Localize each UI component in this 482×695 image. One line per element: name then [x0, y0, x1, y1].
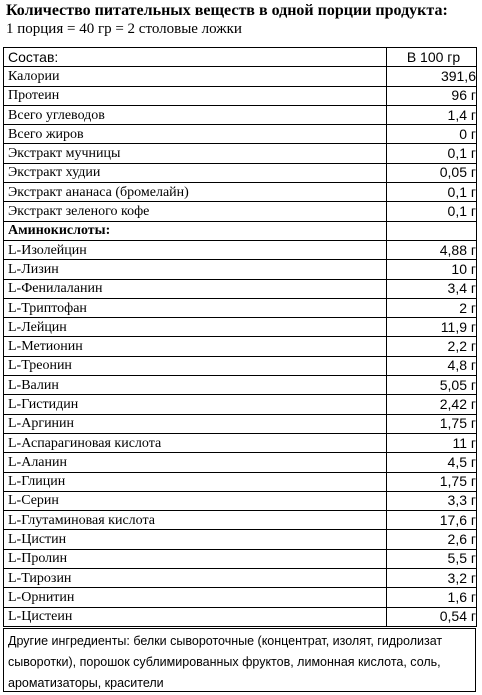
amino-acids-section-row — [4, 221, 477, 240]
nutrition-table-body — [4, 48, 477, 627]
ingredient-value: 17,6 г — [387, 511, 477, 530]
table-row — [4, 530, 477, 549]
ingredient-value: 5,5 г — [387, 549, 477, 568]
table-row — [4, 511, 477, 530]
other-ingredients: Другие ингредиенты: белки сывороточные (концентрат, изолят, гидролизат сыворотки), порошок сублимированных фруктов, лимонная кислота, соль, ароматизаторы, красители — [3, 628, 476, 692]
ingredient-name: L-Треонин — [4, 356, 387, 375]
ingredient-name: Всего углеводов — [4, 105, 387, 124]
ingredient-name: L-Валин — [4, 376, 387, 395]
table-row — [4, 163, 477, 182]
ingredient-name: L-Гистидин — [4, 395, 387, 414]
table-row — [4, 260, 477, 279]
ingredient-name: L-Серин — [4, 491, 387, 510]
ingredient-value: 0 г — [387, 125, 477, 144]
ingredient-name: Всего жиров — [4, 125, 387, 144]
ingredient-name: L-Цистин — [4, 530, 387, 549]
table-row — [4, 607, 477, 626]
ingredient-name: L-Цистеин — [4, 607, 387, 626]
ingredient-value: 2,42 г — [387, 395, 477, 414]
ingredient-value: 2,2 г — [387, 337, 477, 356]
per-100g-header: В 100 гр — [387, 48, 477, 67]
ingredient-value: 4,88 г — [387, 240, 477, 259]
ingredient-value: 1,75 г — [387, 414, 477, 433]
table-row — [4, 298, 477, 317]
table-row — [4, 125, 477, 144]
ingredient-name: L-Изолейцин — [4, 240, 387, 259]
serving-size: 1 порция = 40 гр = 2 столовые ложки — [6, 21, 242, 37]
ingredient-value: 96 г — [387, 86, 477, 105]
table-row — [4, 183, 477, 202]
ingredient-name: L-Глутаминовая кислота — [4, 511, 387, 530]
table-row — [4, 414, 477, 433]
ingredient-name: L-Пролин — [4, 549, 387, 568]
ingredient-name: L-Лизин — [4, 260, 387, 279]
table-header-row — [4, 48, 477, 67]
ingredient-name: L-Триптофан — [4, 298, 387, 317]
ingredient-name: Экстракт худии — [4, 163, 387, 182]
document-title: Количество питательных веществ в одной порции продукта: — [6, 2, 448, 19]
empty-cell — [387, 221, 477, 240]
table-row — [4, 549, 477, 568]
ingredient-name: Протеин — [4, 86, 387, 105]
ingredient-name: Экстракт зеленого кофе — [4, 202, 387, 221]
ingredient-name: Экстракт мучницы — [4, 144, 387, 163]
table-row — [4, 279, 477, 298]
table-row — [4, 433, 477, 452]
ingredient-value: 1,6 г — [387, 588, 477, 607]
table-row — [4, 376, 477, 395]
ingredient-value: 2 г — [387, 298, 477, 317]
ingredient-name: L-Орнитин — [4, 588, 387, 607]
table-row — [4, 491, 477, 510]
table-row — [4, 202, 477, 221]
amino-acids-header: Аминокислоты: — [4, 221, 387, 240]
table-row — [4, 588, 477, 607]
ingredient-name: Калории — [4, 67, 387, 86]
composition-header: Состав: — [4, 48, 387, 67]
ingredient-name: L-Глицин — [4, 472, 387, 491]
ingredient-name: L-Тирозин — [4, 569, 387, 588]
table-row — [4, 144, 477, 163]
table-row — [4, 356, 477, 375]
table-row — [4, 86, 477, 105]
ingredient-value: 4,5 г — [387, 453, 477, 472]
ingredient-value: 5,05 г — [387, 376, 477, 395]
ingredient-name: L-Метионин — [4, 337, 387, 356]
nutrition-table — [3, 47, 477, 627]
table-row — [4, 337, 477, 356]
ingredient-name: L-Аланин — [4, 453, 387, 472]
ingredient-value: 0,54 г — [387, 607, 477, 626]
ingredient-value: 1,75 г — [387, 472, 477, 491]
ingredient-value: 1,4 г — [387, 105, 477, 124]
ingredient-value: 0,1 г — [387, 202, 477, 221]
table-row — [4, 318, 477, 337]
ingredient-value: 3,2 г — [387, 569, 477, 588]
ingredient-value: 11,9 г — [387, 318, 477, 337]
ingredient-value: 10 г — [387, 260, 477, 279]
table-row — [4, 569, 477, 588]
ingredient-name: L-Аргинин — [4, 414, 387, 433]
ingredient-name: Экстракт ананаса (бромелайн) — [4, 183, 387, 202]
ingredient-value: 391,6 — [387, 67, 477, 86]
ingredient-value: 3,3 г — [387, 491, 477, 510]
ingredient-value: 0,1 г — [387, 183, 477, 202]
table-row — [4, 395, 477, 414]
ingredient-value: 2,6 г — [387, 530, 477, 549]
table-row — [4, 67, 477, 86]
ingredient-name: L-Лейцин — [4, 318, 387, 337]
table-row — [4, 240, 477, 259]
ingredient-value: 11 г — [387, 433, 477, 452]
table-row — [4, 453, 477, 472]
table-row — [4, 472, 477, 491]
ingredient-value: 4,8 г — [387, 356, 477, 375]
ingredient-name: L-Фенилаланин — [4, 279, 387, 298]
ingredient-name: L-Аспарагиновая кислота — [4, 433, 387, 452]
ingredient-value: 0,1 г — [387, 144, 477, 163]
ingredient-value: 3,4 г — [387, 279, 477, 298]
table-row — [4, 105, 477, 124]
ingredient-value: 0,05 г — [387, 163, 477, 182]
